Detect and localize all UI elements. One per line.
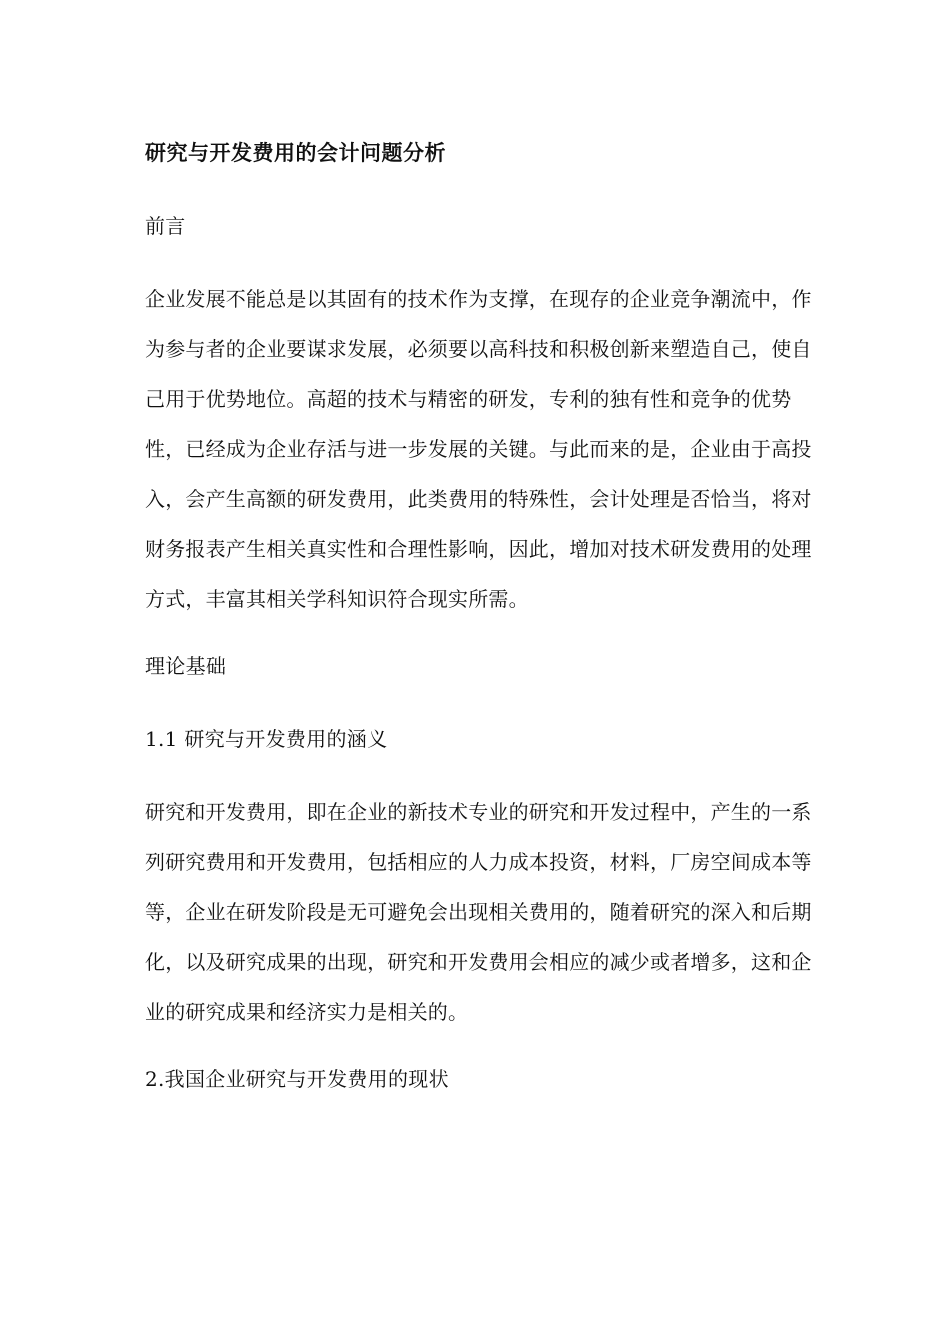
document-body <box>145 133 815 1132</box>
section-heading-1-1: 1.1 研究与开发费用的涵义 <box>145 727 388 751</box>
section-heading-theory: 理论基础 <box>145 654 227 678</box>
section-heading-2: 2.我国企业研究与开发费用的现状 <box>145 1067 449 1091</box>
document-title: 研究与开发费用的会计问题分析 <box>145 141 446 165</box>
paragraph-definition: 研究和开发费用，即在企业的新技术专业的研究和开发过程中，产生的一系列研究费用和开发费用，包括相应的人力成本投资，材料，厂房空间成本等等，企业在研发阶段是无可避免会出现相关费用的，随着研究的深入和后期化，以及研究成果的出现，研究和开发费用会相应的减少或者增多，这和企业的研究成果和经济实力是相关的。 <box>145 800 812 1024</box>
paragraph-preface: 企业发展不能总是以其固有的技术作为支撑，在现存的企业竞争潮流中，作为参与者的企业要谋求发展，必须要以高科技和积极创新来塑造自己，使自己用于优势地位。高超的技术与精密的研发，专利的独有性和竞争的优势性，已经成为企业存活与进一步发展的关键。与此而来的是，企业由于高投入，会产生高额的研发费用，此类费用的特殊性，会计处理是否恰当，将对财务报表产生相关真实性和合理性影响，因此，增加对技术研发费用的处理方式，丰富其相关学科知识符合现实所需。 <box>145 287 812 611</box>
section-heading-preface: 前言 <box>145 214 186 238</box>
